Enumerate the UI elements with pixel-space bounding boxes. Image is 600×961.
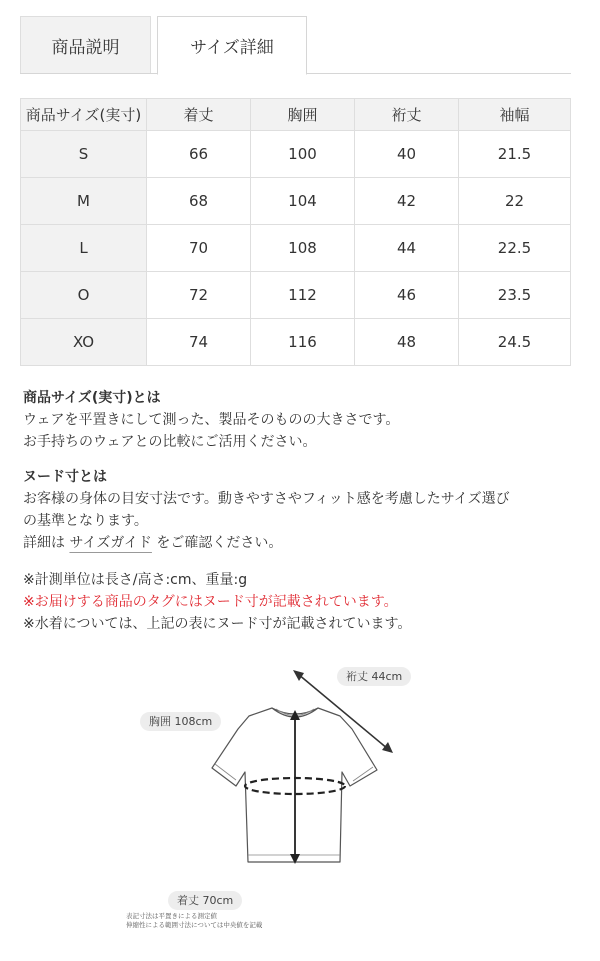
table-row — [21, 319, 571, 366]
table-cell: 100 — [251, 131, 355, 178]
tab-label: サイズ詳細 — [190, 38, 274, 58]
nude-size-heading: ヌード寸とは — [23, 469, 107, 485]
table-cell: 48 — [355, 319, 459, 366]
table-row — [21, 272, 571, 319]
table-cell: 116 — [251, 319, 355, 366]
actual-size-heading: 商品サイズ(実寸)とは — [23, 390, 161, 406]
size-guide-link[interactable]: サイズガイド — [69, 535, 152, 551]
sleeve-length-label: 裄丈 44cm — [337, 667, 411, 686]
actual-size-text-1: ウェアを平置きにして測った、製品そのものの大きさです。 — [23, 412, 400, 428]
tag-note: ※お届けする商品のタグにはヌード寸が記載されています。 — [23, 594, 398, 610]
header-size: 商品サイズ(実寸) — [21, 99, 147, 131]
detail-suffix: をご確認ください。 — [151, 535, 283, 551]
table-cell: 46 — [355, 272, 459, 319]
table-cell: 74 — [147, 319, 251, 366]
table-row — [21, 225, 571, 272]
swimwear-note: ※水着については、上記の表にヌード寸が記載されています。 — [23, 616, 412, 632]
size-table — [20, 98, 571, 366]
nude-size-text-1: お客様の身体の目安寸法です。動きやすさやフィット感を考慮したサイズ選び — [23, 491, 510, 507]
size-name: XO — [21, 319, 147, 366]
table-cell: 112 — [251, 272, 355, 319]
header-sleeve-length: 裄丈 — [355, 99, 459, 131]
body-length-label: 着丈 70cm — [168, 891, 242, 910]
size-name: S — [21, 131, 147, 178]
unit-note: ※計測単位は長さ/高さ:cm、重量:g — [23, 572, 248, 588]
header-sleeve-width: 袖幅 — [459, 99, 571, 131]
chest-label: 胸囲 108cm — [140, 712, 221, 731]
table-cell: 104 — [251, 178, 355, 225]
header-chest: 胸囲 — [251, 99, 355, 131]
table-row — [21, 178, 571, 225]
table-cell: 72 — [147, 272, 251, 319]
size-notes — [23, 387, 573, 635]
tab-label: 商品説明 — [51, 37, 120, 58]
measurement-illustration — [0, 650, 600, 950]
actual-size-text-2: お手持ちのウェアとの比較にご活用ください。 — [23, 434, 317, 450]
table-cell: 42 — [355, 178, 459, 225]
table-header-row — [21, 99, 571, 131]
table-cell: 23.5 — [459, 272, 571, 319]
table-cell: 108 — [251, 225, 355, 272]
detail-prefix: 詳細は — [23, 535, 70, 551]
header-length: 着丈 — [147, 99, 251, 131]
table-cell: 21.5 — [459, 131, 571, 178]
tab-product-description[interactable] — [20, 16, 151, 73]
table-row — [21, 131, 571, 178]
size-name: O — [21, 272, 147, 319]
table-cell: 22.5 — [459, 225, 571, 272]
table-cell: 44 — [355, 225, 459, 272]
measure-footnote-2: 伸縮性による範囲寸法については中央値を記載 — [126, 921, 263, 929]
table-cell: 22 — [459, 178, 571, 225]
table-cell: 68 — [147, 178, 251, 225]
measure-footnote-1: 表記寸法は平置きによる測定値 — [126, 912, 217, 920]
detail-line — [23, 532, 573, 554]
tab-bar — [20, 16, 571, 74]
tab-size-details[interactable] — [157, 16, 307, 75]
nude-size-text-2: の基準となります。 — [23, 513, 148, 529]
table-cell: 66 — [147, 131, 251, 178]
table-cell: 24.5 — [459, 319, 571, 366]
table-cell: 40 — [355, 131, 459, 178]
table-cell: 70 — [147, 225, 251, 272]
tshirt-diagram — [0, 650, 600, 950]
size-name: L — [21, 225, 147, 272]
size-name: M — [21, 178, 147, 225]
